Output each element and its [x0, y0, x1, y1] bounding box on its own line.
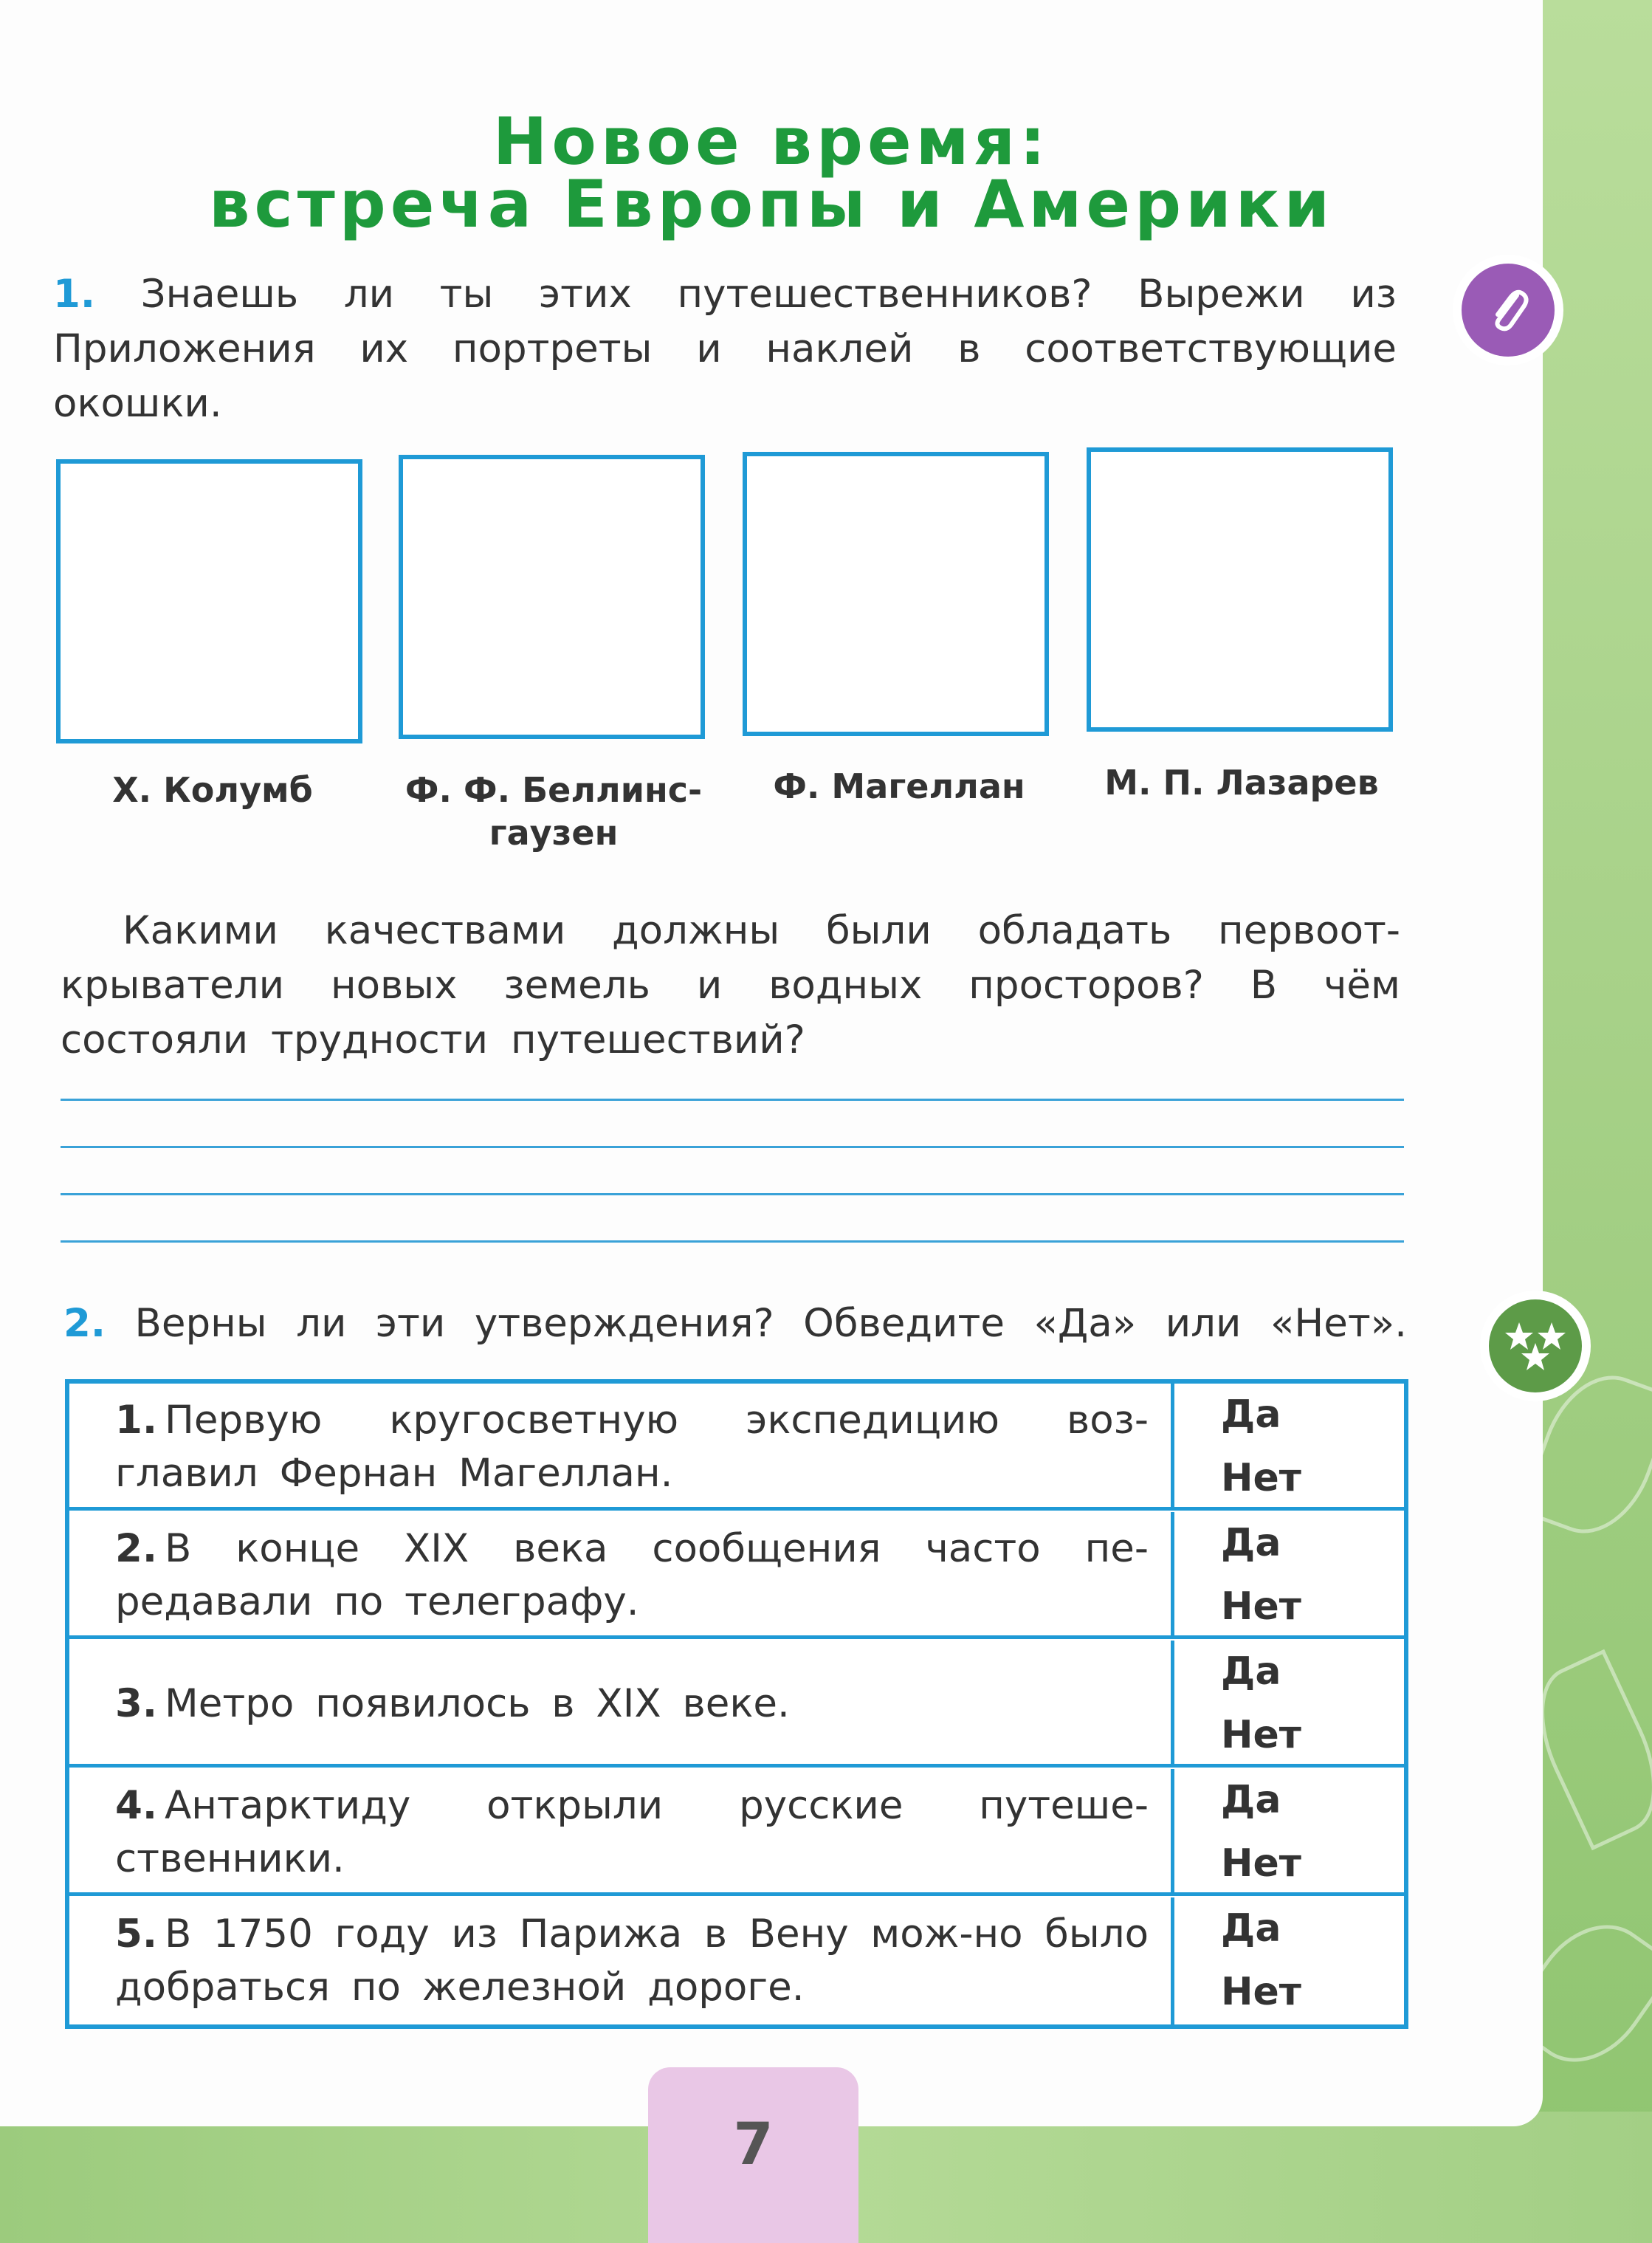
portrait-box-bellingshausen[interactable]	[399, 455, 705, 739]
stars-badge	[1480, 1291, 1591, 1401]
task2-instruction: Верны ли эти утверждения? Обведите «Да» или «Нет».	[134, 1301, 1407, 1346]
answer-no[interactable]: Нет	[1221, 1841, 1301, 1886]
answer-line[interactable]	[61, 1099, 1404, 1101]
answer-no[interactable]: Нет	[1221, 1713, 1301, 1757]
column-divider	[1171, 1897, 1174, 2024]
answer-line[interactable]	[61, 1193, 1404, 1195]
answer-line[interactable]	[61, 1146, 1404, 1148]
task1-number: 1.	[53, 272, 96, 317]
statement-text	[115, 1769, 1149, 1896]
portrait-box-lazarev[interactable]	[1087, 447, 1393, 732]
portrait-box-magellan[interactable]	[743, 452, 1049, 736]
caption-magellan: Ф. Магеллан	[773, 766, 1025, 806]
portrait-box-columbus[interactable]	[56, 459, 362, 743]
statement-text	[115, 1384, 1149, 1511]
statement-body: Первую кругосветную экспедицию воз-главил Фернан Магеллан.	[115, 1398, 1149, 1496]
statement-text	[115, 1641, 1149, 1768]
page-title-line2: встреча Европы и Америки	[208, 166, 1335, 242]
paperclip-icon	[1479, 281, 1538, 340]
table-row	[69, 1641, 1404, 1768]
statement-body: В конце XIX века сообщения часто пе-редавали по телеграфу.	[115, 1526, 1149, 1624]
answer-yes[interactable]: Да	[1221, 1521, 1281, 1565]
answer-no[interactable]: Нет	[1221, 1584, 1301, 1629]
caption-columbus: Х. Колумб	[112, 770, 313, 810]
statement-number: 3.	[115, 1681, 158, 1726]
task2-number: 2.	[63, 1301, 106, 1346]
statement-body: В 1750 году из Парижа в Вену мож-но было добраться по железной дороге.	[115, 1911, 1149, 2010]
statement-text	[115, 1897, 1149, 2024]
table-row	[69, 1384, 1404, 1511]
task1-question	[61, 904, 1400, 1068]
task1-text	[53, 267, 1397, 431]
answer-no[interactable]: Нет	[1221, 1456, 1301, 1500]
column-divider	[1171, 1384, 1174, 1511]
task2-text	[63, 1296, 1407, 1351]
statement-number: 4.	[115, 1783, 158, 1828]
answer-yes[interactable]: Да	[1221, 1906, 1281, 1951]
caption-bellingshausen-2: гаузен	[489, 813, 619, 853]
paperclip-badge	[1453, 255, 1563, 365]
table-row	[69, 1897, 1404, 2024]
statement-text	[115, 1512, 1149, 1639]
page-title-line1: Новое время:	[492, 103, 1050, 179]
answer-line[interactable]	[61, 1240, 1404, 1243]
task1-instruction: Знаешь ли ты этих путешественников? Вырежи из Приложения их портреты и наклей в соответствующие окошки.	[53, 272, 1397, 426]
column-divider	[1171, 1512, 1174, 1639]
stars-icon	[1498, 1316, 1572, 1375]
task1-question-line1: Какими качествами должны были обладать первоот-	[123, 908, 1400, 953]
column-divider	[1171, 1641, 1174, 1768]
statements-table	[65, 1379, 1408, 2029]
answer-yes[interactable]: Да	[1221, 1778, 1281, 1822]
statement-number: 5.	[115, 1911, 158, 1957]
answer-no[interactable]: Нет	[1221, 1970, 1301, 2014]
statement-number: 2.	[115, 1526, 158, 1571]
table-row	[69, 1512, 1404, 1639]
page-number: 7	[648, 2067, 858, 2243]
answer-yes[interactable]: Да	[1221, 1392, 1281, 1437]
caption-bellingshausen-1: Ф. Ф. Беллинс-	[405, 770, 703, 810]
task1-question-line2: крыватели новых земель и водных просторов? В чём	[61, 963, 1400, 1008]
task1-question-line3: состояли трудности путешествий?	[61, 1017, 805, 1062]
answer-yes[interactable]: Да	[1221, 1649, 1281, 1694]
column-divider	[1171, 1769, 1174, 1896]
statement-number: 1.	[115, 1398, 158, 1443]
statement-body: Антарктиду открыли русские путеше-ственники.	[115, 1783, 1149, 1881]
statement-body: Метро появилось в XIX веке.	[165, 1681, 790, 1726]
caption-lazarev: М. П. Лазарев	[1104, 763, 1379, 803]
table-row	[69, 1769, 1404, 1896]
